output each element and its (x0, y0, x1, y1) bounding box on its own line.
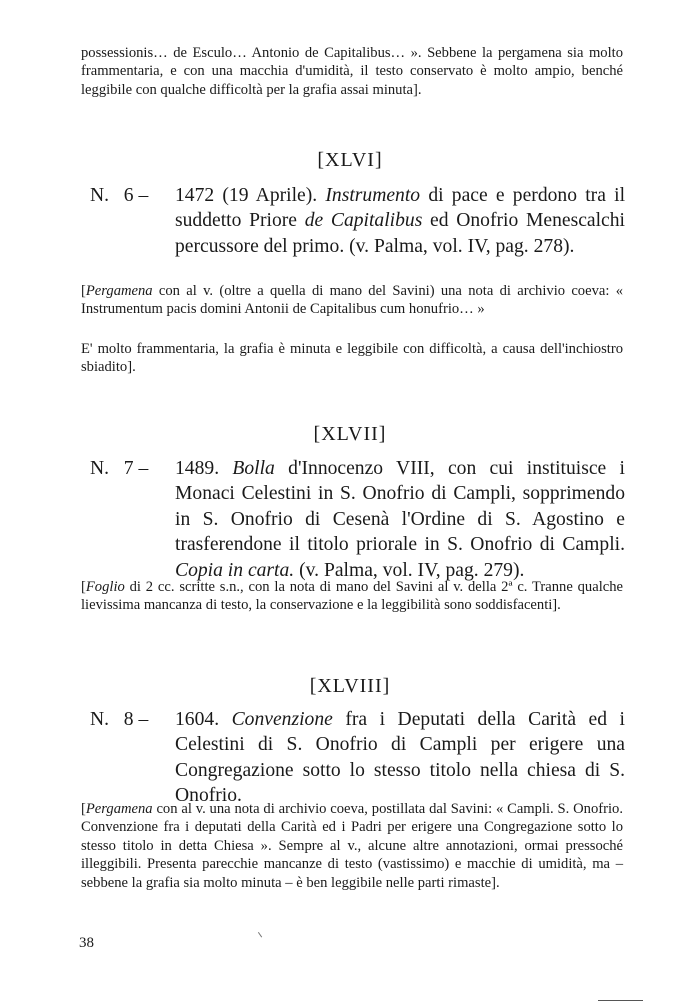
entry-body: 1472 (19 Aprile). Instrumento di pace e perdono tra il suddetto Priore de Capitalibus ed Onofrio Menescalchi percussore del primo. (v. Palma, vol. IV, pag. 278). (175, 185, 626, 257)
entry-8 (90, 707, 625, 809)
entry-note-continued: E' molto frammentaria, la grafia è minuta e leggibile con difficoltà, a causa dell'inchiostro sbiadito]. (81, 341, 623, 376)
intro-paragraph (81, 44, 623, 99)
entry-number: N. 7 – (90, 458, 149, 479)
section-heading: [XLVI] (317, 149, 383, 171)
entry-note: [Pergamena con al v. (oltre a quella di mano del Savini) una nota di archivio coeva: « Instrumentum pacis domini Antonii de Capitalibus cum honufrio… » (81, 283, 623, 318)
section-heading: [XLVIII] (309, 675, 391, 697)
document-type: Instrumento (325, 185, 421, 206)
document-type: Convenzione (231, 709, 333, 730)
entry-number: N. 8 – (90, 709, 149, 730)
entry-6 (90, 183, 625, 259)
intro-text: possessionis… de Esculo… Antonio de Capitalibus… ». Sebbene la pergamena sia molto frammentaria, e con una macchia d'umidità, il testo conservato è molto ampio, benché leggibile con qualche difficoltà per la grafia assai minuta]. (81, 45, 623, 98)
section-heading: [XLVII] (313, 423, 387, 445)
page-number: 38 (79, 935, 94, 951)
entry-body: 1489. Bolla d'Innocenzo VIII, con cui instituisce i Monaci Celestini in S. Onofrio di Campli, sopprimendo in S. Onofrio di Cesenà l'Ordine di S. Agostino e trasferendone il titolo priorale in S. Onofrio di Campli. Copia in carta. (v. Palma, vol. IV, pag. 279). (175, 458, 625, 581)
document-type: Bolla (232, 458, 275, 479)
entry-body: 1604. Convenzione fra i Deputati della Carità ed i Celestini di S. Onofrio di Campli per erigere una Congregazione sotto lo stesso titolo nella chiesa di S. Onofrio. (175, 709, 625, 807)
stray-mark (258, 929, 267, 938)
entry-note: [Pergamena con al v. una nota di archivio coeva, postillata dal Savini: « Campli. S. Onofrio. Convenzione fra i deputati della Carità ed i Padri per erigere una Congregazione sotto lo stesso titolo in detta Chiesa ». Sempre al v., alcune altre annotazioni, ormai pressoché illeggibili. Presenta parecchie mancanze di testo (vastissimo) e macchie di umidità, ma – sebbene la grafia sia molto minuta – è ben leggibile nelle parti rimaste]. (81, 801, 623, 891)
entry-number: N. 6 – (90, 185, 149, 206)
copy-italic: Copia in carta. (175, 559, 295, 581)
name-italic: de Capitalibus (304, 210, 423, 232)
entry-note: [Foglio di 2 cc. scritte s.n., con la nota di mano del Savini al v. della 2ª c. Tranne qualche lievissima mancanza di testo, la conservazione e la leggibilità sono soddisfacenti]. (81, 579, 623, 614)
entry-7 (90, 456, 625, 583)
bottom-rule (598, 1000, 643, 1001)
